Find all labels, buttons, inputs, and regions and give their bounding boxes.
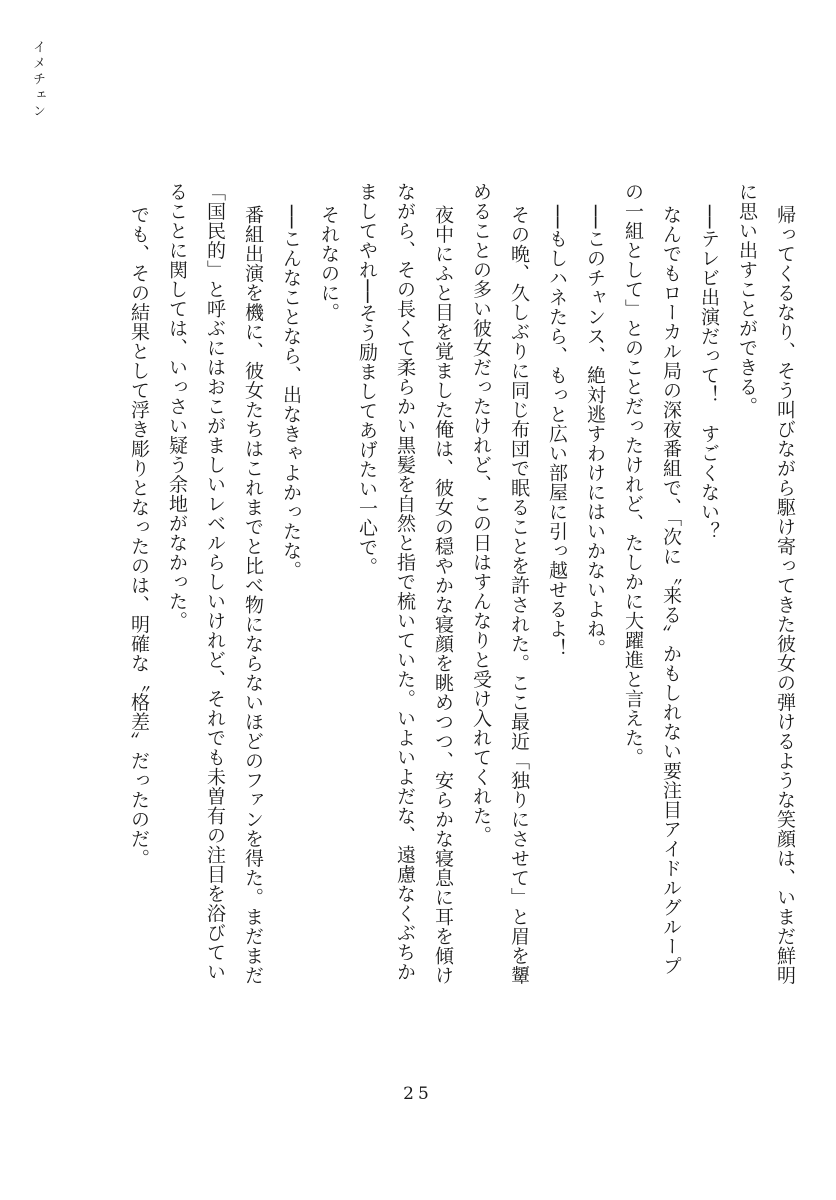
text-line: ながら、その長くて柔らかい黒髪を自然と指で梳いていた。いよいよだな、遠慮なくぶちか [394, 182, 416, 982]
text-line: ──テレビ出演だって！ すごくない？ [698, 205, 720, 541]
text-line: それなのに。 [318, 205, 340, 322]
text-line: ──このチャンス、絶対逃すわけにはいかないよね。 [584, 205, 606, 658]
text-line: 帰ってくるなり、そう叫びながら駆け寄ってきた彼女の弾けるような笑顔は、いまだ鮮明 [774, 205, 796, 985]
text-line: ──もしハネたら、もっと広い部屋に引っ越せるよ！ [546, 205, 568, 658]
text-line: めることの多い彼女だったけれど、この日はすんなりと受け入れてくれた。 [470, 182, 492, 845]
text-line: 夜中にふと目を覚ました俺は、彼女の穏やかな寝顔を眺めつつ、安らかな寝息に耳を傾け [432, 205, 454, 985]
text-line: ることに関しては、いっさい疑う余地がなかった。 [166, 182, 188, 631]
text-line: ──こんなことなら、出なきゃよかったな。 [280, 205, 302, 580]
text-line: 番組出演を機に、彼女たちはこれまでと比べ物にならないほどのファンを得た。まだまだ [242, 205, 264, 985]
text-line: に思い出すことができる。 [736, 182, 758, 416]
text-line: ましてやれ──そう励ましてあげたい一心で。 [356, 182, 378, 577]
body-text [128, 182, 804, 1062]
page-number: 25 [403, 1084, 433, 1104]
text-line: なんでもローカル局の深夜番組で、「次に〝来る〟かもしれない要注目アイドルグループ [660, 205, 682, 976]
text-line: その晩、久しぶりに同じ布団で眠ることを許された。ここ最近「独りにさせて」と眉を顰 [508, 205, 530, 985]
running-header: イメチェン [30, 40, 45, 120]
text-line: 「国民的」と呼ぶにはおこがましいレベルらしいけれど、それでも未曽有の注目を浴びてい [204, 182, 226, 982]
text-line: でも、その結果として浮き彫りとなったのは、明確な〝格差〟だったのだ。 [128, 205, 150, 868]
text-line: の一組として」とのことだったけれど、たしかに大躍進と言えた。 [622, 182, 644, 767]
